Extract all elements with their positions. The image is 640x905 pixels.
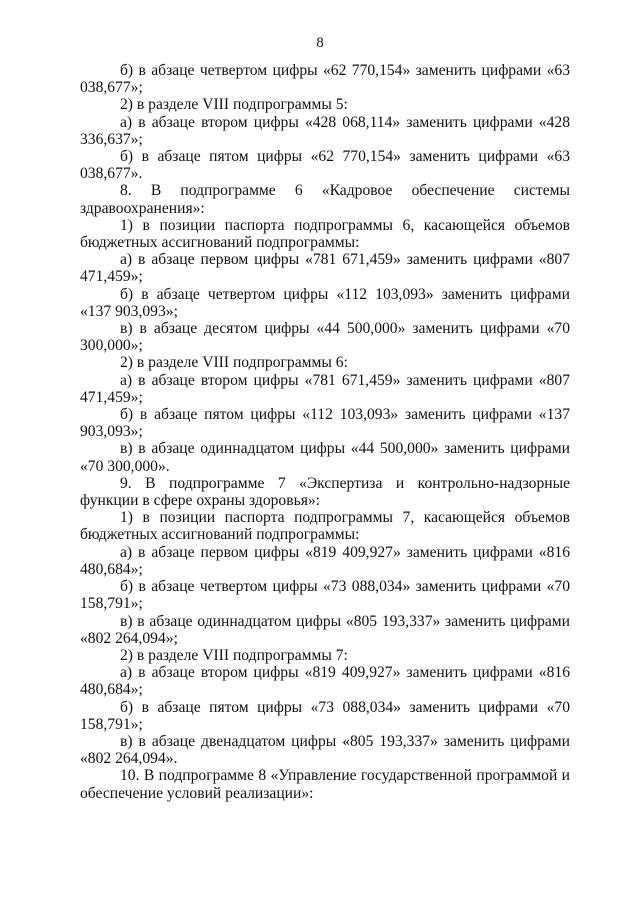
paragraph: 2) в разделе VIII подпрограммы 6: [120,354,348,372]
paragraph: а) в абзаце втором цифры «428 068,114» заменить цифрами «428 336,637»; [80,113,570,148]
paragraph: а) в абзаце первом цифры «819 409,927» заменить цифрами «816 480,684»; [80,543,570,578]
paragraph: б) в абзаце пятом цифры «112 103,093» заменить цифрами «137 903,093»; [80,406,570,441]
paragraph: 1) в позиции паспорта подпрограммы 6, касающейся объемов бюджетных ассигнований подпрограммы: [80,216,570,252]
paragraph: 2) в разделе VIII подпрограммы 7: [120,646,348,664]
document-body [80,62,570,802]
paragraph: б) в абзаце четвертом цифры «73 088,034» заменить цифрами «70 158,791»; [80,578,570,613]
paragraph: 10. В подпрограмме 8 «Управление государственной программой и обеспечение условий реализации»: [80,767,570,802]
paragraph: 2) в разделе VIII подпрограммы 5: [120,96,348,114]
paragraph: б) в абзаце пятом цифры «62 770,154» заменить цифрами «63 038,677». [80,148,570,183]
paragraph: 8. В подпрограмме 6 «Кадровое обеспечение системы здравоохранения»: [80,182,570,217]
paragraph: б) в абзаце четвертом цифры «62 770,154» заменить цифрами «63 038,677»; [80,62,570,97]
paragraph: в) в абзаце десятом цифры «44 500,000» заменить цифрами «70 300,000»; [80,320,570,355]
paragraph: в) в абзаце одиннадцатом цифры «805 193,337» заменить цифрами «802 264,094»; [80,612,570,647]
paragraph: 9. В подпрограмме 7 «Экспертиза и контрольно-надзорные функции в сфере охраны здоровья»: [80,474,570,510]
paragraph: а) в абзаце втором цифры «819 409,927» заменить цифрами «816 480,684»; [80,664,570,699]
paragraph: а) в абзаце втором цифры «781 671,459» заменить цифрами «807 471,459»; [80,371,570,406]
page-number: 8 [316,35,324,51]
paragraph: б) в абзаце четвертом цифры «112 103,093» заменить цифрами «137 903,093»; [80,285,570,320]
paragraph: 1) в позиции паспорта подпрограммы 7, касающейся объемов бюджетных ассигнований подпрограммы: [80,509,570,544]
paragraph: в) в абзаце двенадцатом цифры «805 193,337» заменить цифрами «802 264,094». [80,732,570,768]
paragraph: а) в абзаце первом цифры «781 671,459» заменить цифрами «807 471,459»; [80,251,570,286]
paragraph: б) в абзаце пятом цифры «73 088,034» заменить цифрами «70 158,791»; [80,698,570,733]
paragraph: в) в абзаце одиннадцатом цифры «44 500,000» заменить цифрами «70 300,000». [80,440,570,475]
